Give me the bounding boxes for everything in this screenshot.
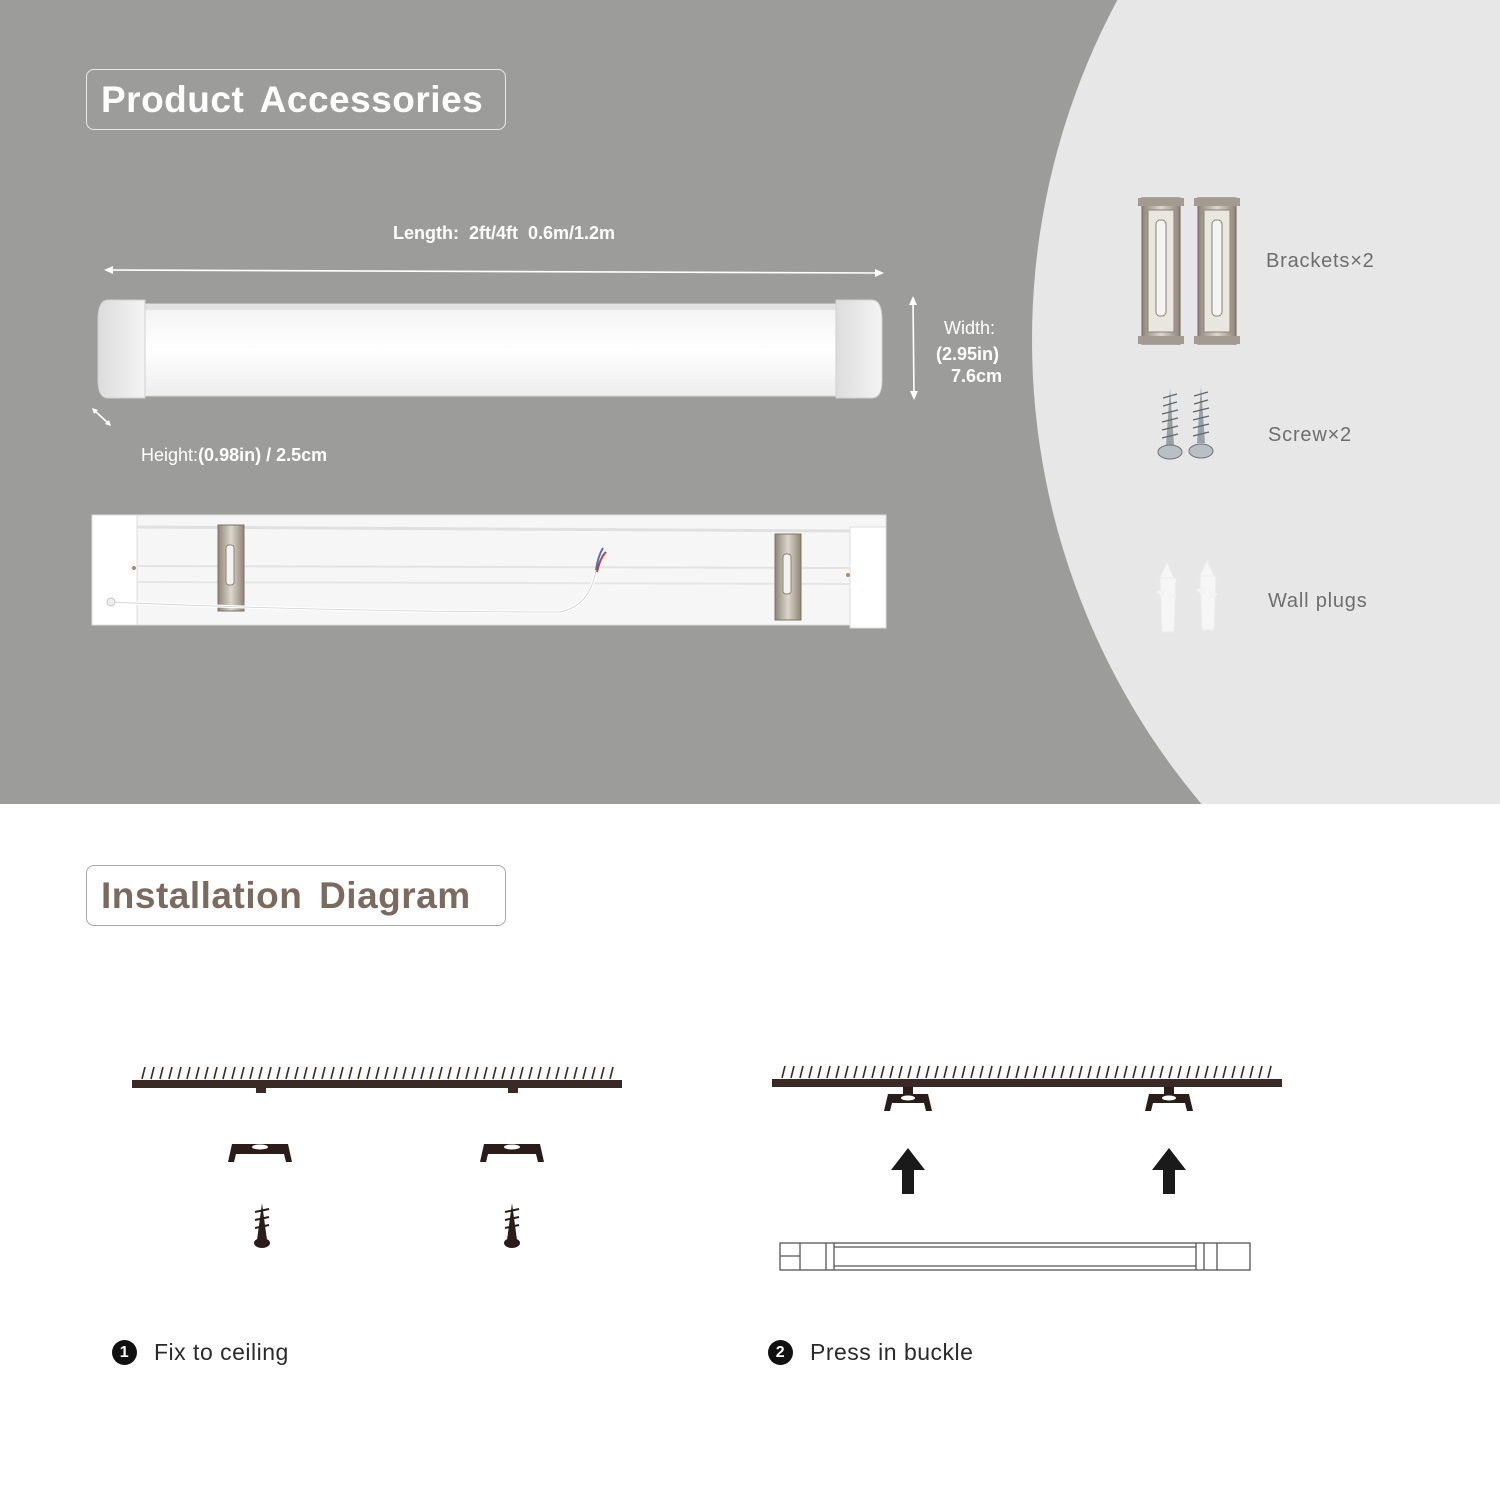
ceiling-hatch xyxy=(917,1066,920,1078)
ceiling-hatch xyxy=(259,1067,262,1079)
ceiling-hatch xyxy=(1016,1066,1019,1078)
ceiling-hatch xyxy=(376,1067,379,1079)
ceiling-hatch xyxy=(403,1067,406,1079)
ceiling-hatch xyxy=(475,1067,478,1079)
ceiling-hatch xyxy=(926,1066,929,1078)
ceiling-step2 xyxy=(772,1066,1282,1087)
ceiling-hatch xyxy=(1223,1066,1226,1078)
ceiling-hatch xyxy=(340,1067,343,1079)
ceiling-hatch xyxy=(881,1066,884,1078)
ceiling-hatch xyxy=(394,1067,397,1079)
step-2-number: 2 xyxy=(768,1340,793,1365)
ceiling-hatch xyxy=(349,1067,352,1079)
ceiling-hatch xyxy=(439,1067,442,1079)
ceiling-hatch xyxy=(1268,1066,1271,1078)
ceiling-hatch xyxy=(1142,1066,1145,1078)
ceiling-hatch xyxy=(791,1066,794,1078)
ceiling-hatch xyxy=(1196,1066,1199,1078)
width-label: Width: xyxy=(944,318,996,338)
ceiling-hatch xyxy=(367,1067,370,1079)
ceiling-hatch xyxy=(448,1067,451,1079)
ceiling-hatch xyxy=(196,1067,199,1079)
ceiling-hatch xyxy=(1241,1066,1244,1078)
ceiling-hatch xyxy=(935,1066,938,1078)
ceiling-hatch xyxy=(187,1067,190,1079)
height-label: Height:(0.98in) / 2.5cm xyxy=(141,445,328,465)
ceiling-hatch xyxy=(1088,1066,1091,1078)
ceiling-hatch xyxy=(1007,1066,1010,1078)
ceiling-hatch xyxy=(854,1066,857,1078)
ceiling-hatch xyxy=(520,1067,523,1079)
ceiling-hatch xyxy=(782,1066,785,1078)
product-accessories-title: Product Accessories xyxy=(86,69,506,130)
ceiling-hatch xyxy=(1133,1066,1136,1078)
ceiling-hatch xyxy=(953,1066,956,1078)
step-1-number: 1 xyxy=(112,1340,137,1365)
ceiling-hatch xyxy=(836,1066,839,1078)
ceiling-hatch xyxy=(151,1067,154,1079)
ceiling-hatch xyxy=(1124,1066,1127,1078)
width-inches: (2.95in) xyxy=(936,344,1000,364)
ceiling-hatch xyxy=(502,1067,505,1079)
ceiling-hatch xyxy=(800,1066,803,1078)
ceiling-hatch xyxy=(331,1067,334,1079)
length-label: Length: 2ft/4ft 0.6m/1.2m xyxy=(393,223,616,243)
ceiling-hatch xyxy=(989,1066,992,1078)
ceiling-hatch xyxy=(971,1066,974,1078)
ceiling-hatch xyxy=(277,1067,280,1079)
ceiling-hatch xyxy=(223,1067,226,1079)
ceiling-hatch xyxy=(178,1067,181,1079)
ceiling-hatch xyxy=(818,1066,821,1078)
ceiling-hatch xyxy=(1115,1066,1118,1078)
ceiling-hatch xyxy=(205,1067,208,1079)
ceiling-hatch xyxy=(556,1067,559,1079)
ceiling-hatch xyxy=(286,1067,289,1079)
ceiling-hatch xyxy=(169,1067,172,1079)
ceiling-hatch xyxy=(1106,1066,1109,1078)
ceiling-hatch xyxy=(430,1067,433,1079)
ceiling-hatch xyxy=(583,1067,586,1079)
ceiling-hatch xyxy=(592,1067,595,1079)
ceiling-hatch xyxy=(313,1067,316,1079)
clip-icon xyxy=(1145,1087,1193,1111)
ceiling-hatch xyxy=(1070,1066,1073,1078)
ceiling-hatch xyxy=(890,1066,893,1078)
width-cm: 7.6cm xyxy=(951,366,1003,386)
ceiling-hatch xyxy=(1205,1066,1208,1078)
ceiling-hatch xyxy=(160,1067,163,1079)
ceiling-hatch xyxy=(908,1066,911,1078)
ceiling-hatch xyxy=(214,1067,217,1079)
ceiling-hatch xyxy=(944,1066,947,1078)
ceiling-hatch xyxy=(457,1067,460,1079)
ceiling-hatch xyxy=(268,1067,271,1079)
clip-icon xyxy=(228,1144,292,1162)
ceiling-hatch xyxy=(872,1066,875,1078)
ceiling-hatch xyxy=(232,1067,235,1079)
step-2 xyxy=(768,1339,973,1366)
screw-icon xyxy=(254,1203,270,1248)
ceiling-hatch xyxy=(1151,1066,1154,1078)
ceiling-hatch xyxy=(1061,1066,1064,1078)
ceiling-hatch xyxy=(250,1067,253,1079)
ceiling-hatch xyxy=(421,1067,424,1079)
clip-icon xyxy=(884,1087,932,1111)
ceiling-hatch xyxy=(1052,1066,1055,1078)
ceiling-hatch xyxy=(899,1066,902,1078)
ceiling-hatch xyxy=(1079,1066,1082,1078)
clip-icon xyxy=(480,1144,544,1162)
step-1-label: Fix to ceiling xyxy=(154,1339,289,1365)
installation-diagram-title: Installation Diagram xyxy=(86,865,506,926)
up-arrow-icon xyxy=(1152,1148,1186,1194)
ceiling-hatch xyxy=(295,1067,298,1079)
ceiling-hatch xyxy=(466,1067,469,1079)
ceiling-hatch xyxy=(574,1067,577,1079)
ceiling-hatch xyxy=(1034,1066,1037,1078)
ceiling-hatch xyxy=(547,1067,550,1079)
ceiling-hatch xyxy=(1169,1066,1172,1078)
ceiling-hatch xyxy=(809,1066,812,1078)
brackets-label: Brackets×2 xyxy=(1266,250,1375,272)
ceiling-hatch xyxy=(565,1067,568,1079)
ceiling-hatch xyxy=(538,1067,541,1079)
ceiling-hatch xyxy=(845,1066,848,1078)
step-2-label: Press in buckle xyxy=(810,1339,974,1365)
ceiling-hatch xyxy=(1097,1066,1100,1078)
ceiling-hatch xyxy=(998,1066,1001,1078)
ceiling-hatch xyxy=(1214,1066,1217,1078)
ceiling-hatch xyxy=(358,1067,361,1079)
ceiling-hatch xyxy=(610,1067,613,1079)
ceiling-hatch xyxy=(529,1067,532,1079)
ceiling-hatch xyxy=(1232,1066,1235,1078)
ceiling-hatch xyxy=(1178,1066,1181,1078)
up-arrow-icon xyxy=(891,1148,925,1194)
ceiling-hatch xyxy=(142,1067,145,1079)
ceiling-hatch xyxy=(484,1067,487,1079)
ceiling-hatch xyxy=(304,1067,307,1079)
ceiling-hatch xyxy=(322,1067,325,1079)
ceiling-hatch xyxy=(241,1067,244,1079)
ceiling-hatch xyxy=(1259,1066,1262,1078)
ceiling-hatch xyxy=(863,1066,866,1078)
batten-outline xyxy=(780,1243,1250,1270)
ceiling-hatch xyxy=(1043,1066,1046,1078)
ceiling-hatch xyxy=(962,1066,965,1078)
screws-label: Screw×2 xyxy=(1268,424,1352,446)
ceiling-hatch xyxy=(1025,1066,1028,1078)
screw-icon xyxy=(504,1203,520,1248)
ceiling-hatch xyxy=(601,1067,604,1079)
ceiling-hatch xyxy=(1250,1066,1253,1078)
ceiling-hatch xyxy=(493,1067,496,1079)
ceiling-hatch xyxy=(1187,1066,1190,1078)
ceiling-hatch xyxy=(385,1067,388,1079)
ceiling-hatch xyxy=(511,1067,514,1079)
ceiling-hatch xyxy=(980,1066,983,1078)
step-1 xyxy=(112,1339,289,1366)
ceiling-hatch xyxy=(827,1066,830,1078)
wall-plugs-label: Wall plugs xyxy=(1268,590,1368,612)
ceiling-hatch xyxy=(412,1067,415,1079)
ceiling-hatch xyxy=(1160,1066,1163,1078)
ceiling-step1 xyxy=(132,1067,622,1093)
